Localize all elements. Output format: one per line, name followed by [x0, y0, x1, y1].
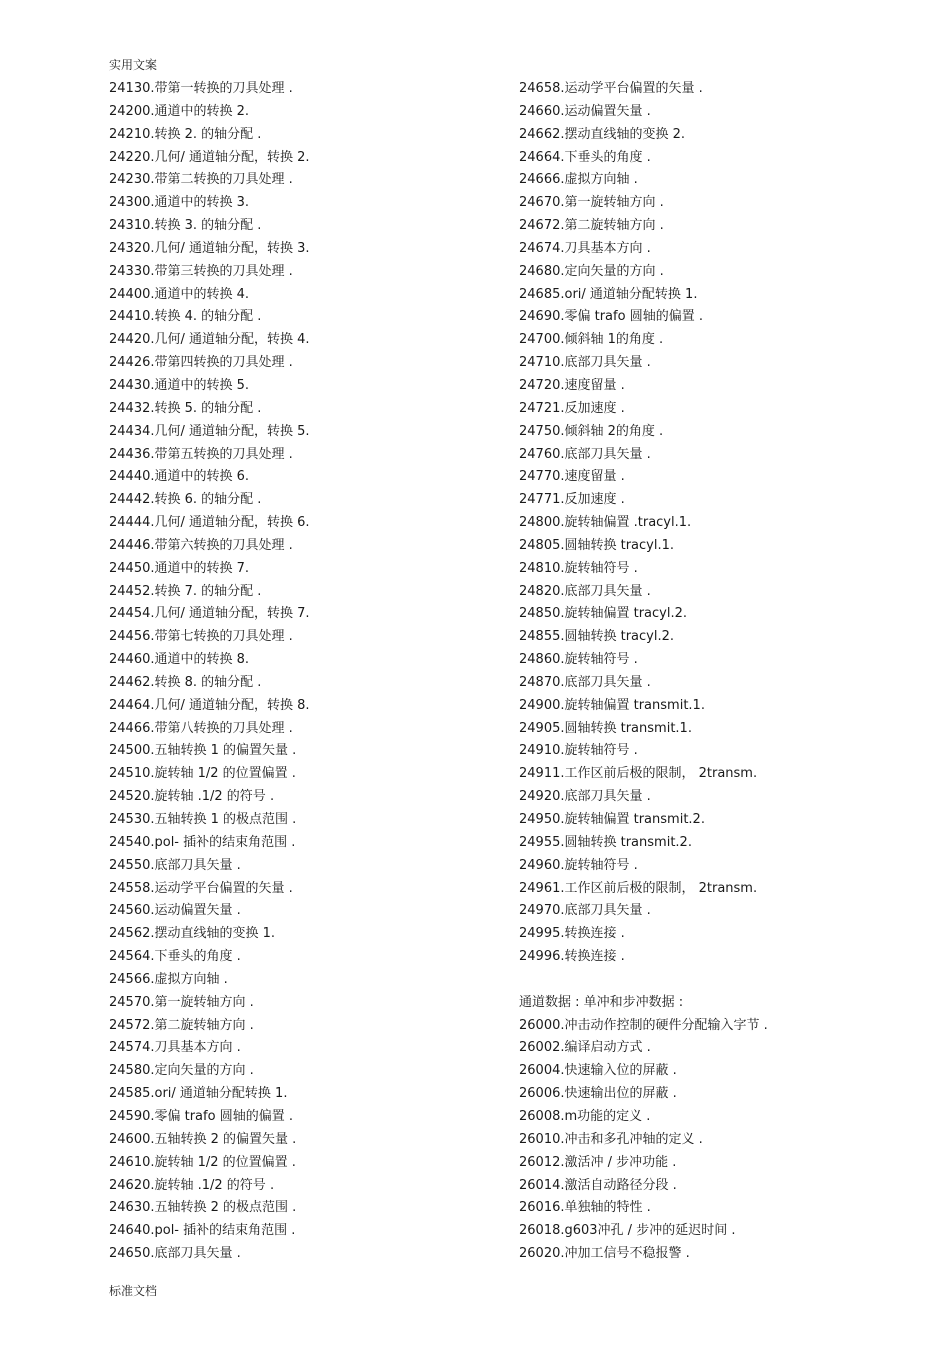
list-item: 24590.零偏 trafo 圆轴的偏置 . [109, 1108, 293, 1124]
right-column [519, 78, 929, 1266]
list-item: 24450.通道中的转换 7. [109, 560, 250, 576]
list-item: 24664.下垂头的角度 . [519, 149, 651, 165]
list-item: 26020.冲加工信号不稳报警 . [519, 1246, 690, 1262]
list-item: 24955.圆轴转换 transmit.2. [519, 834, 692, 850]
left-column [109, 78, 499, 1266]
list-item: 24320.几何/ 通道轴分配，转换 3. [109, 240, 310, 256]
list-item: 24460.通道中的转换 8. [109, 652, 250, 668]
list-item: 24860.旋转轴符号 . [519, 652, 638, 668]
list-item: 24462.转换 8. 的轴分配 . [109, 674, 262, 690]
list-item: 24685.ori/ 通道轴分配转换 1. [519, 286, 698, 302]
list-item: 24911.工作区前后极的限制， 2transm. [519, 766, 758, 782]
list-item: 24870.底部刀具矢量 . [519, 674, 651, 690]
list-item: 24900.旋转轴偏置 transmit.1. [519, 697, 705, 713]
list-item: 24442.转换 6. 的轴分配 . [109, 492, 262, 508]
list-item: 24850.旋转轴偏置 tracyl.2. [519, 606, 688, 622]
list-item: 24520.旋转轴 .1/2 的符号 . [109, 789, 275, 805]
list-item: 24721.反加速度 . [519, 400, 625, 416]
list-item: 26004.快速输入位的屏蔽 . [519, 1063, 677, 1079]
list-item: 24674.刀具基本方向 . [519, 240, 651, 256]
list-item: 24910.旋转轴符号 . [519, 743, 638, 759]
list-item: 24770.速度留量 . [519, 469, 625, 485]
list-item: 24650.底部刀具矢量 . [109, 1246, 241, 1262]
list-item: 24562.摆动直线轴的变换 1. [109, 926, 276, 942]
page-footer: 标准文档 [109, 1284, 158, 1298]
list-item: 24420.几何/ 通道轴分配，转换 4. [109, 332, 310, 348]
list-item: 24426.带第四转换的刀具处理 . [109, 355, 293, 371]
list-item: 24564.下垂头的角度 . [109, 949, 241, 965]
blank-line [519, 969, 929, 992]
list-item: 24620.旋转轴 .1/2 的符号 . [109, 1177, 275, 1193]
list-item: 26000.冲击动作控制的硬件分配输入字节 . [519, 1017, 768, 1033]
list-item: 24560.运动偏置矢量 . [109, 903, 241, 919]
list-item: 24660.运动偏置矢量 . [519, 103, 651, 119]
list-item: 24700.倾斜轴 1的角度 . [519, 332, 664, 348]
list-item: 24436.带第五转换的刀具处理 . [109, 446, 293, 462]
list-item: 24300.通道中的转换 3. [109, 195, 250, 211]
list-item: 24710.底部刀具矢量 . [519, 355, 651, 371]
list-item: 24680.定向矢量的方向 . [519, 263, 664, 279]
list-item: 24996.转换连接 . [519, 949, 625, 965]
list-item: 24630.五轴转换 2 的极点范围 . [109, 1200, 297, 1216]
list-item: 24640.pol- 插补的结束角范围 . [109, 1223, 296, 1239]
list-item: 24920.底部刀具矢量 . [519, 789, 651, 805]
list-item: 24430.通道中的转换 5. [109, 377, 250, 393]
page-header: 实用文案 [109, 58, 158, 72]
list-item: 26016.单独轴的特性 . [519, 1200, 651, 1216]
list-item: 24444.几何/ 通道轴分配，转换 6. [109, 515, 310, 531]
list-item: 24466.带第八转换的刀具处理 . [109, 720, 293, 736]
list-item: 24585.ori/ 通道轴分配转换 1. [109, 1086, 288, 1102]
list-item: 24400.通道中的转换 4. [109, 286, 250, 302]
list-item: 24672.第二旋转轴方向 . [519, 218, 664, 234]
list-item: 24456.带第七转换的刀具处理 . [109, 629, 293, 645]
list-item: 24530.五轴转换 1 的极点范围 . [109, 812, 297, 827]
list-item: 24950.旋转轴偏置 transmit.2. [519, 812, 705, 827]
list-item: 24800.旋转轴偏置 .tracyl.1. [519, 515, 692, 531]
list-item: 24210.转换 2. 的轴分配 . [109, 126, 262, 142]
list-item: 24330.带第三转换的刀具处理 . [109, 263, 293, 279]
list-item: 24410.转换 4. 的轴分配 . [109, 309, 262, 325]
list-item: 26018.g603冲孔 / 步冲的延迟时间 . [519, 1223, 736, 1239]
list-item: 24970.底部刀具矢量 . [519, 903, 651, 919]
list-item: 24610.旋转轴 1/2 的位置偏置 . [109, 1154, 296, 1170]
list-item: 24510.旋转轴 1/2 的位置偏置 . [109, 766, 296, 782]
list-item: 26006.快速输出位的屏蔽 . [519, 1086, 677, 1102]
list-item: 24670.第一旋转轴方向 . [519, 195, 664, 211]
list-item: 24310.转换 3. 的轴分配 . [109, 218, 262, 234]
list-item: 24600.五轴转换 2 的偏置矢量 . [109, 1131, 297, 1147]
list-item: 24658.运动学平台偏置的矢量 . [519, 81, 703, 96]
list-item: 24771.反加速度 . [519, 492, 625, 508]
list-item: 24905.圆轴转换 transmit.1. [519, 720, 692, 736]
list-item: 24805.圆轴转换 tracyl.1. [519, 537, 675, 553]
list-item: 24230.带第二转换的刀具处理 . [109, 172, 293, 188]
list-item: 26008.m功能的定义 . [519, 1108, 651, 1124]
list-item: 24961.工作区前后极的限制， 2transm. [519, 880, 758, 896]
list-item: 26002.编译启动方式 . [519, 1040, 651, 1056]
list-item: 24434.几何/ 通道轴分配，转换 5. [109, 423, 310, 439]
list-item: 24810.旋转轴符号 . [519, 560, 638, 576]
list-item: 24432.转换 5. 的轴分配 . [109, 400, 262, 416]
list-item: 24540.pol- 插补的结束角范围 . [109, 834, 296, 850]
list-item: 24550.底部刀具矢量 . [109, 857, 241, 873]
list-item: 24220.几何/ 通道轴分配，转换 2. [109, 149, 310, 165]
list-item: 24855.圆轴转换 tracyl.2. [519, 629, 675, 645]
list-item: 24500.五轴转换 1 的偏置矢量 . [109, 743, 297, 759]
list-item: 26014.激活自动路径分段 . [519, 1177, 677, 1193]
list-item: 24452.转换 7. 的轴分配 . [109, 583, 262, 599]
list-item: 24666.虚拟方向轴 . [519, 172, 638, 188]
list-item: 24440.通道中的转换 6. [109, 469, 250, 485]
list-item: 通道数据 : 单冲和步冲数据 : [519, 994, 684, 1010]
list-item: 24454.几何/ 通道轴分配，转换 7. [109, 606, 310, 622]
list-item: 24960.旋转轴符号 . [519, 857, 638, 873]
list-item: 24574.刀具基本方向 . [109, 1040, 241, 1056]
list-item: 24820.底部刀具矢量 . [519, 583, 651, 599]
list-item: 24662.摆动直线轴的变换 2. [519, 126, 686, 142]
list-item: 26012.激活冲 / 步冲功能 . [519, 1154, 677, 1170]
list-item: 24572.第二旋转轴方向 . [109, 1017, 254, 1033]
list-item: 24200.通道中的转换 2. [109, 103, 250, 119]
list-item: 24580.定向矢量的方向 . [109, 1063, 254, 1079]
list-item: 26010.冲击和多孔冲轴的定义 . [519, 1131, 703, 1147]
list-item: 24446.带第六转换的刀具处理 . [109, 537, 293, 553]
list-item: 24570.第一旋转轴方向 . [109, 994, 254, 1010]
list-item: 24690.零偏 trafo 圆轴的偏置 . [519, 309, 703, 325]
list-item: 24558.运动学平台偏置的矢量 . [109, 880, 293, 896]
list-item: 24750.倾斜轴 2的角度 . [519, 423, 664, 439]
list-item: 24464.几何/ 通道轴分配，转换 8. [109, 697, 310, 713]
list-item: 24720.速度留量 . [519, 377, 625, 393]
list-item: 24995.转换连接 . [519, 926, 625, 942]
list-item: 24760.底部刀具矢量 . [519, 446, 651, 462]
list-item: 24566.虚拟方向轴 . [109, 971, 228, 987]
list-item: 24130.带第一转换的刀具处理 . [109, 81, 293, 96]
